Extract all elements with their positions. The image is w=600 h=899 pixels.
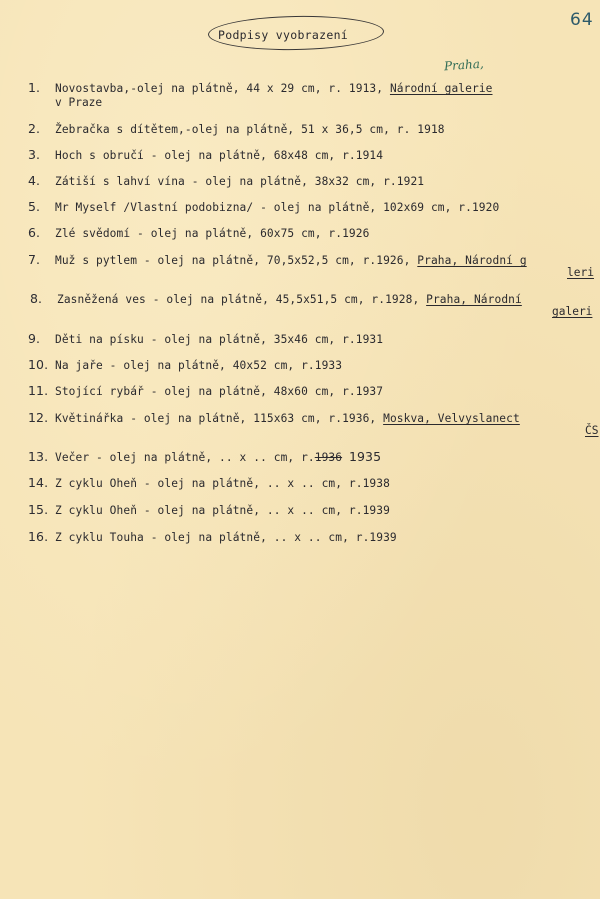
entry-number: 11. [28, 383, 49, 398]
handwritten-note: Praha, [443, 56, 485, 74]
entry-number: 1. [28, 80, 41, 95]
entry-location: Praha, Národní [426, 293, 522, 306]
entry-continuation: galeri [552, 305, 593, 318]
entry-text: Z cyklu Oheň - olej na plátně, .. x .. cm, r.1939 [55, 504, 390, 517]
corrected-year: 1935 [348, 449, 382, 464]
entry-number: 9. [28, 331, 41, 346]
entry-number: 8. [30, 291, 43, 306]
entry-text: Z cyklu Touha - olej na plátně, .. x .. cm, r.1939 [55, 531, 397, 544]
entry-text: Stojící rybář - olej na plátně, 48x60 cm, r.1937 [55, 385, 384, 398]
entry-text: Zlé svědomí - olej na plátně, 60x75 cm, r.1926 [55, 227, 370, 240]
entry-text: Děti na písku - olej na plátně, 35x46 cm, r.1931 [55, 333, 384, 346]
entry-text: Na jaře - olej na plátně, 40x52 cm, r.1933 [55, 359, 343, 372]
entry-text: Zasněžená ves - olej na plátně, 45,5x51,5 cm, r.1928, [57, 293, 420, 306]
entry-number: 7. [28, 252, 41, 267]
list-item [28, 121, 445, 136]
entry-continuation: leri [567, 266, 594, 279]
entry-text: Žebračka s dítětem,-olej na plátně, 51 x 36,5 cm, r. 1918 [55, 123, 445, 136]
list-item [28, 475, 390, 490]
list-item [28, 331, 383, 346]
entry-location: Praha, Národní g [417, 254, 527, 267]
entry-text: Muž s pytlem - olej na plátně, 70,5x52,5 cm, r.1926, [55, 254, 411, 267]
list-item [30, 291, 522, 306]
list-item [28, 502, 390, 517]
entry-location: Moskva, Velvyslanect [383, 412, 520, 425]
entry-number: 10. [28, 357, 49, 372]
struck-year: 1936 [314, 451, 343, 464]
entry-text: Novostavba,-olej na plátně, 44 x 29 cm, r. 1913, [55, 82, 384, 95]
entry-number: 6. [28, 225, 41, 240]
entry-number: 4. [28, 173, 41, 188]
list-item [28, 199, 499, 214]
entry-number: 15. [28, 502, 49, 517]
list-item [28, 252, 527, 267]
entry-number: 16. [28, 529, 49, 544]
page-title: Podpisy vyobrazení [218, 28, 349, 42]
list-item [28, 529, 397, 544]
entry-number: 5. [28, 199, 41, 214]
entry-text: Mr Myself /Vlastní podobizna/ - olej na plátně, 102x69 cm, r.1920 [55, 201, 500, 214]
list-item [28, 80, 493, 95]
entry-number: 3. [28, 147, 41, 162]
entry-text: Zátiší s lahví vína - olej na plátně, 38x32 cm, r.1921 [55, 175, 425, 188]
entry-number: 2. [28, 121, 41, 136]
list-item [28, 449, 381, 464]
list-item [28, 225, 369, 240]
list-item [28, 173, 424, 188]
entry-text: Z cyklu Oheň - olej na plátně, .. x .. cm, r.1938 [55, 477, 390, 490]
entry-location: Národní galerie [389, 82, 493, 95]
entry-text: Večer - olej na plátně, .. x .. cm, r. [55, 451, 315, 464]
entry-number: 13. [28, 449, 49, 464]
entry-text: Květinářka - olej na plátně, 115x63 cm, r.1936, [55, 412, 377, 425]
entry-number: 12. [28, 410, 49, 425]
entry-number: 14. [28, 475, 49, 490]
list-item [28, 357, 342, 372]
entry-continuation: ČS [585, 424, 599, 437]
list-item [28, 383, 383, 398]
entry-text: Hoch s obručí - olej na plátně, 68x48 cm, r.1914 [55, 149, 384, 162]
entry-continuation: v Praze [55, 96, 103, 109]
page-number: 64 [570, 10, 594, 30]
list-item [28, 147, 383, 162]
list-item [28, 410, 520, 425]
